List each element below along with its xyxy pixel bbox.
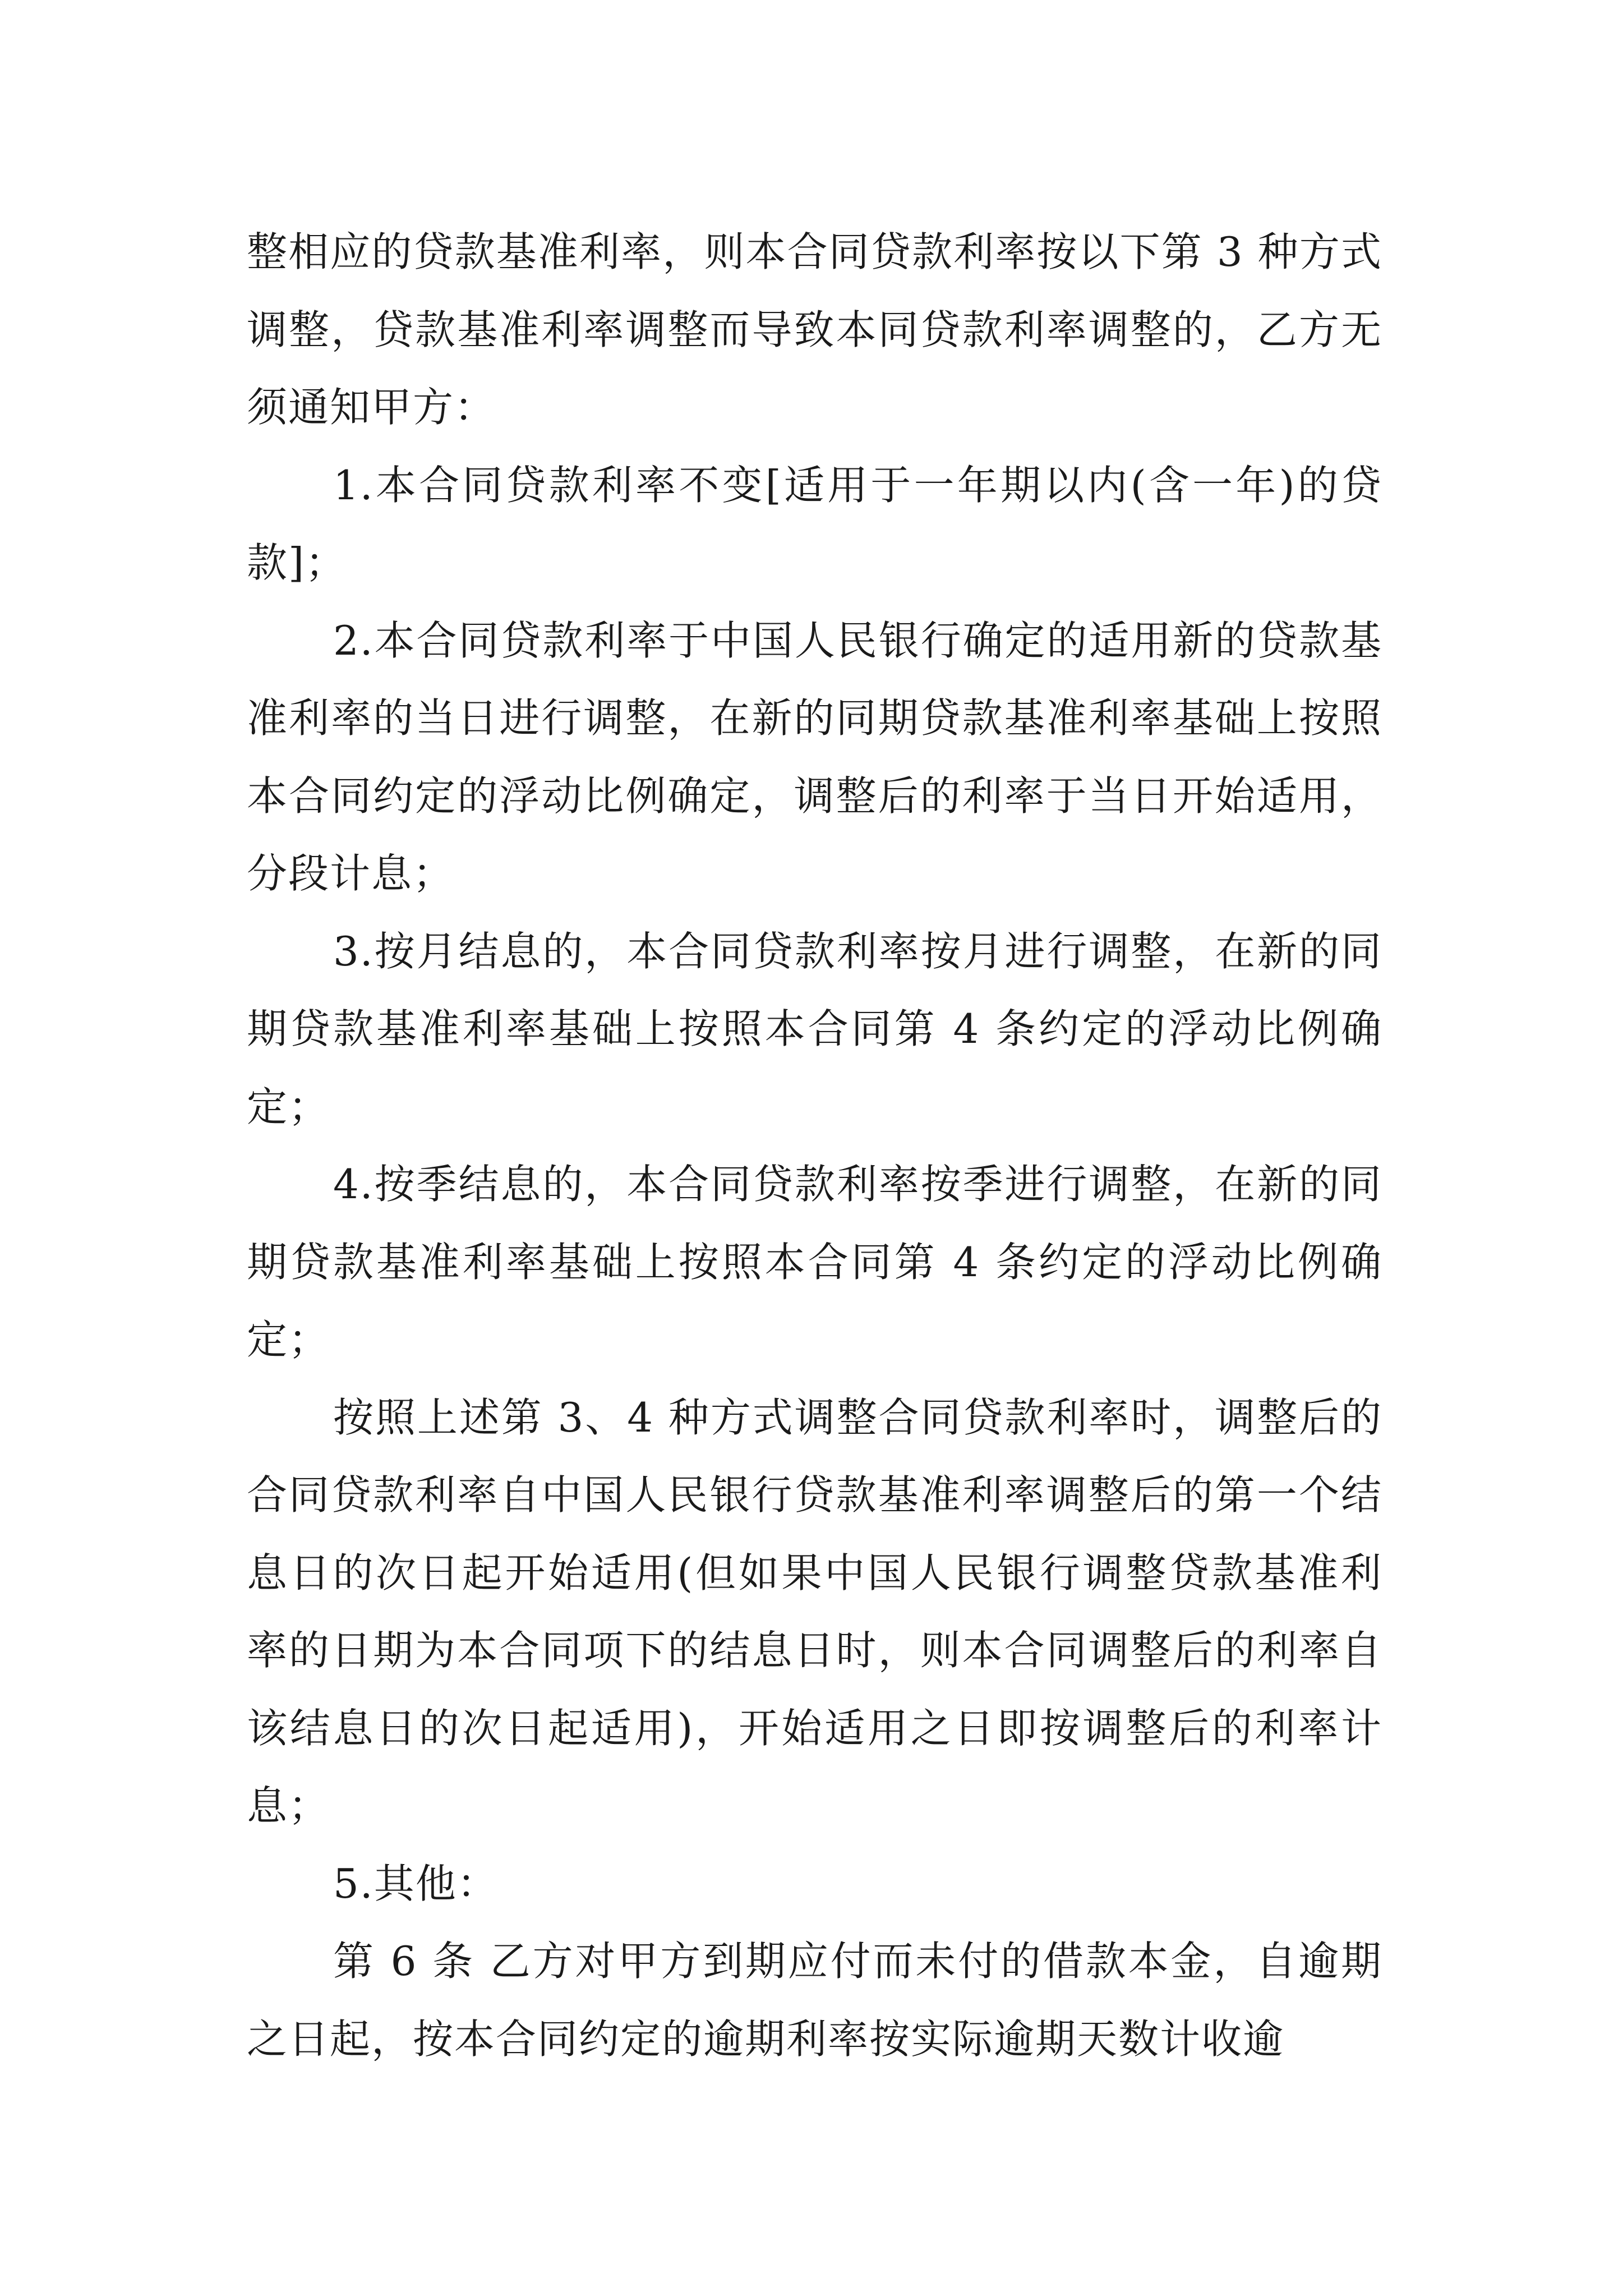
paragraph-item-3: 3.按月结息的，本合同贷款利率按月进行调整，在新的同期贷款基准利率基础上按照本合同第 4 条约定的浮动比例确定； [247, 927, 1382, 1130]
paragraph-intro: 整相应的贷款基准利率，则本合同贷款利率按以下第 3 种方式调整，贷款基准利率调整而导致本同贷款利率调整的，乙方无须通知甲方： [247, 228, 1382, 431]
paragraph-item-2: 2.本合同贷款利率于中国人民银行确定的适用新的贷款基准利率的当日进行调整，在新的同期贷款基准利率基础上按照本合同约定的浮动比例确定，调整后的利率于当日开始适用，分段计息； [247, 616, 1382, 897]
paragraph-item-4: 4.按季结息的，本合同贷款利率按季进行调整，在新的同期贷款基准利率基础上按照本合同第 4 条约定的浮动比例确定； [247, 1161, 1382, 1363]
paragraph-article-6: 第 6 条 乙方对甲方到期应付而未付的借款本金，自逾期之日起，按本合同约定的逾期利率按实际逾期天数计收逾 [247, 1938, 1382, 2063]
paragraph-item-1: 1.本合同贷款利率不变[适用于一年期以内(含一年)的贷款]； [247, 461, 1382, 586]
document-body [247, 213, 1382, 2078]
paragraph-adjustment-note: 按照上述第 3、4 种方式调整合同贷款利率时，调整后的合同贷款利率自中国人民银行贷款基准利率调整后的第一个结息日的次日起开始适用(但如果中国人民银行调整贷款基准利率的日期为本合同项下的结息日时，则本合同调整后的利率自该结息日的次日起适用)，开始适用之日即按调整后的利率计息； [247, 1393, 1382, 1829]
paragraph-item-5: 5.其他： [333, 1860, 499, 1907]
